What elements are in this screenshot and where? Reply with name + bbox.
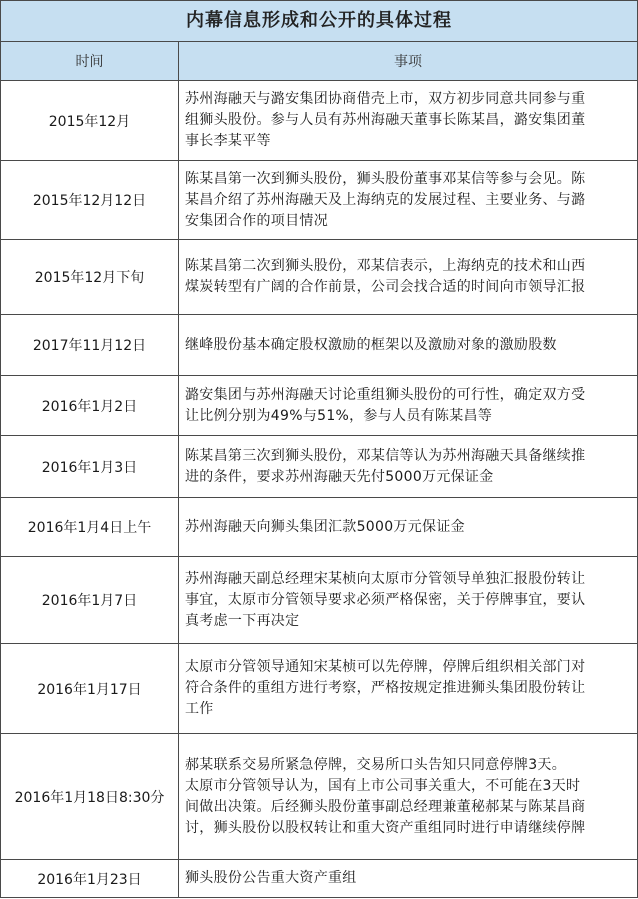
- row-time: 2016年1月18日8:30分: [1, 734, 179, 859]
- row-time: 2015年12月12日: [1, 161, 179, 239]
- event-line: 真考虑一下再决定: [185, 612, 300, 629]
- event-line: 潞安集团与苏州海融天讨论重组狮头股份的可行性，确定双方受: [185, 386, 586, 403]
- table-row: [1, 81, 637, 161]
- table-row: [1, 734, 637, 860]
- row-event: [179, 860, 637, 897]
- table-row: [1, 557, 637, 644]
- table-row: [1, 376, 637, 436]
- row-time: 2016年1月3日: [1, 436, 179, 497]
- row-event: [179, 498, 637, 556]
- event-line: 让比例分别为49%与51%，参与人员有陈某昌等: [185, 407, 493, 424]
- table-row: [1, 498, 637, 557]
- row-event: [179, 81, 637, 160]
- row-event: [179, 376, 637, 435]
- event-line: 陈某昌第二次到狮头股份，邓某信表示，上海纳克的技术和山西: [185, 258, 586, 274]
- event-line: 陈某昌第三次到狮头股份，邓某信等认为苏州海融天具备继续推: [185, 447, 586, 464]
- event-line: 符合条件的重组方进行考察，严格按规定推进狮头集团股份转让: [185, 680, 586, 696]
- event-line: 进的条件，要求苏州海融天先付5000万元保证金: [185, 468, 494, 485]
- row-time: 2016年1月2日: [1, 376, 179, 435]
- row-event: [179, 436, 637, 497]
- header-event: 事项: [394, 54, 422, 70]
- event-line: 间做出决策。后经狮头股份董事副总经理兼董秘郝某与陈某昌商: [185, 798, 586, 815]
- row-time: 2016年1月17日: [1, 644, 179, 733]
- row-time: 2016年1月4日上午: [1, 498, 179, 556]
- row-event: [179, 240, 637, 314]
- table-row: [1, 644, 637, 734]
- event-line: 事长李某平等: [185, 133, 271, 149]
- event-line: 陈某昌第一次到狮头股份，狮头股份董事邓某信等参与会见。陈: [185, 170, 586, 187]
- row-event: [179, 734, 637, 859]
- table-row: [1, 436, 637, 498]
- event-line: 苏州海融天向狮头集团汇款5000万元保证金: [185, 518, 465, 535]
- event-line: 太原市分管领导通知宋某桢可以先停牌，停牌后组织相关部门对: [185, 659, 586, 675]
- row-event: [179, 557, 637, 643]
- table-title: 内幕信息形成和公开的具体过程: [1, 1, 637, 42]
- event-line: 事宜，太原市分管领导要求必须严格保密，关于停牌事宜，要认: [185, 591, 586, 608]
- event-line: 组狮头股份。参与人员有苏州海融天董事长陈某昌，潞安集团董: [185, 112, 586, 128]
- row-event: [179, 644, 637, 733]
- header-time: 时间: [1, 42, 179, 80]
- table-row: [1, 161, 637, 240]
- event-line: 安集团合作的项目情况: [185, 212, 328, 229]
- event-line: 狮头股份公告重大资产重组: [185, 870, 357, 886]
- event-line: 某昌介绍了苏州海融天及上海纳克的发展过程、主要业务、与潞: [185, 191, 586, 208]
- row-time: 2016年1月23日: [1, 860, 179, 897]
- table-row: [1, 240, 637, 315]
- table-header: [1, 42, 637, 81]
- row-event: [179, 161, 637, 239]
- table-row: [1, 315, 637, 376]
- event-line: 苏州海融天副总经理宋某桢向太原市分管领导单独汇报股份转让: [185, 570, 586, 587]
- event-line: 太原市分管领导认为，国有上市公司事关重大，不可能在3天时: [185, 777, 581, 794]
- table-row: [1, 860, 637, 897]
- row-time: 2016年1月7日: [1, 557, 179, 643]
- row-time: 2015年12月: [1, 81, 179, 160]
- row-time: 2015年12月下旬: [1, 240, 179, 314]
- event-line: 讨，狮头股份以股权转让和重大资产重组同时进行申请继续停牌: [185, 819, 586, 836]
- row-event: [179, 315, 637, 375]
- event-line: 工作: [185, 701, 214, 717]
- event-line: 煤炭转型有广阔的合作前景，公司会找合适的时间向市领导汇报: [185, 279, 586, 295]
- row-time: 2017年11月12日: [1, 315, 179, 375]
- event-line: 郝某联系交易所紧急停牌，交易所口头告知只同意停牌3天。: [185, 756, 567, 773]
- event-line: 继峰股份基本确定股权激励的框架以及激励对象的激励股数: [185, 336, 557, 353]
- event-line: 苏州海融天与潞安集团协商借壳上市，双方初步同意共同参与重: [185, 91, 586, 107]
